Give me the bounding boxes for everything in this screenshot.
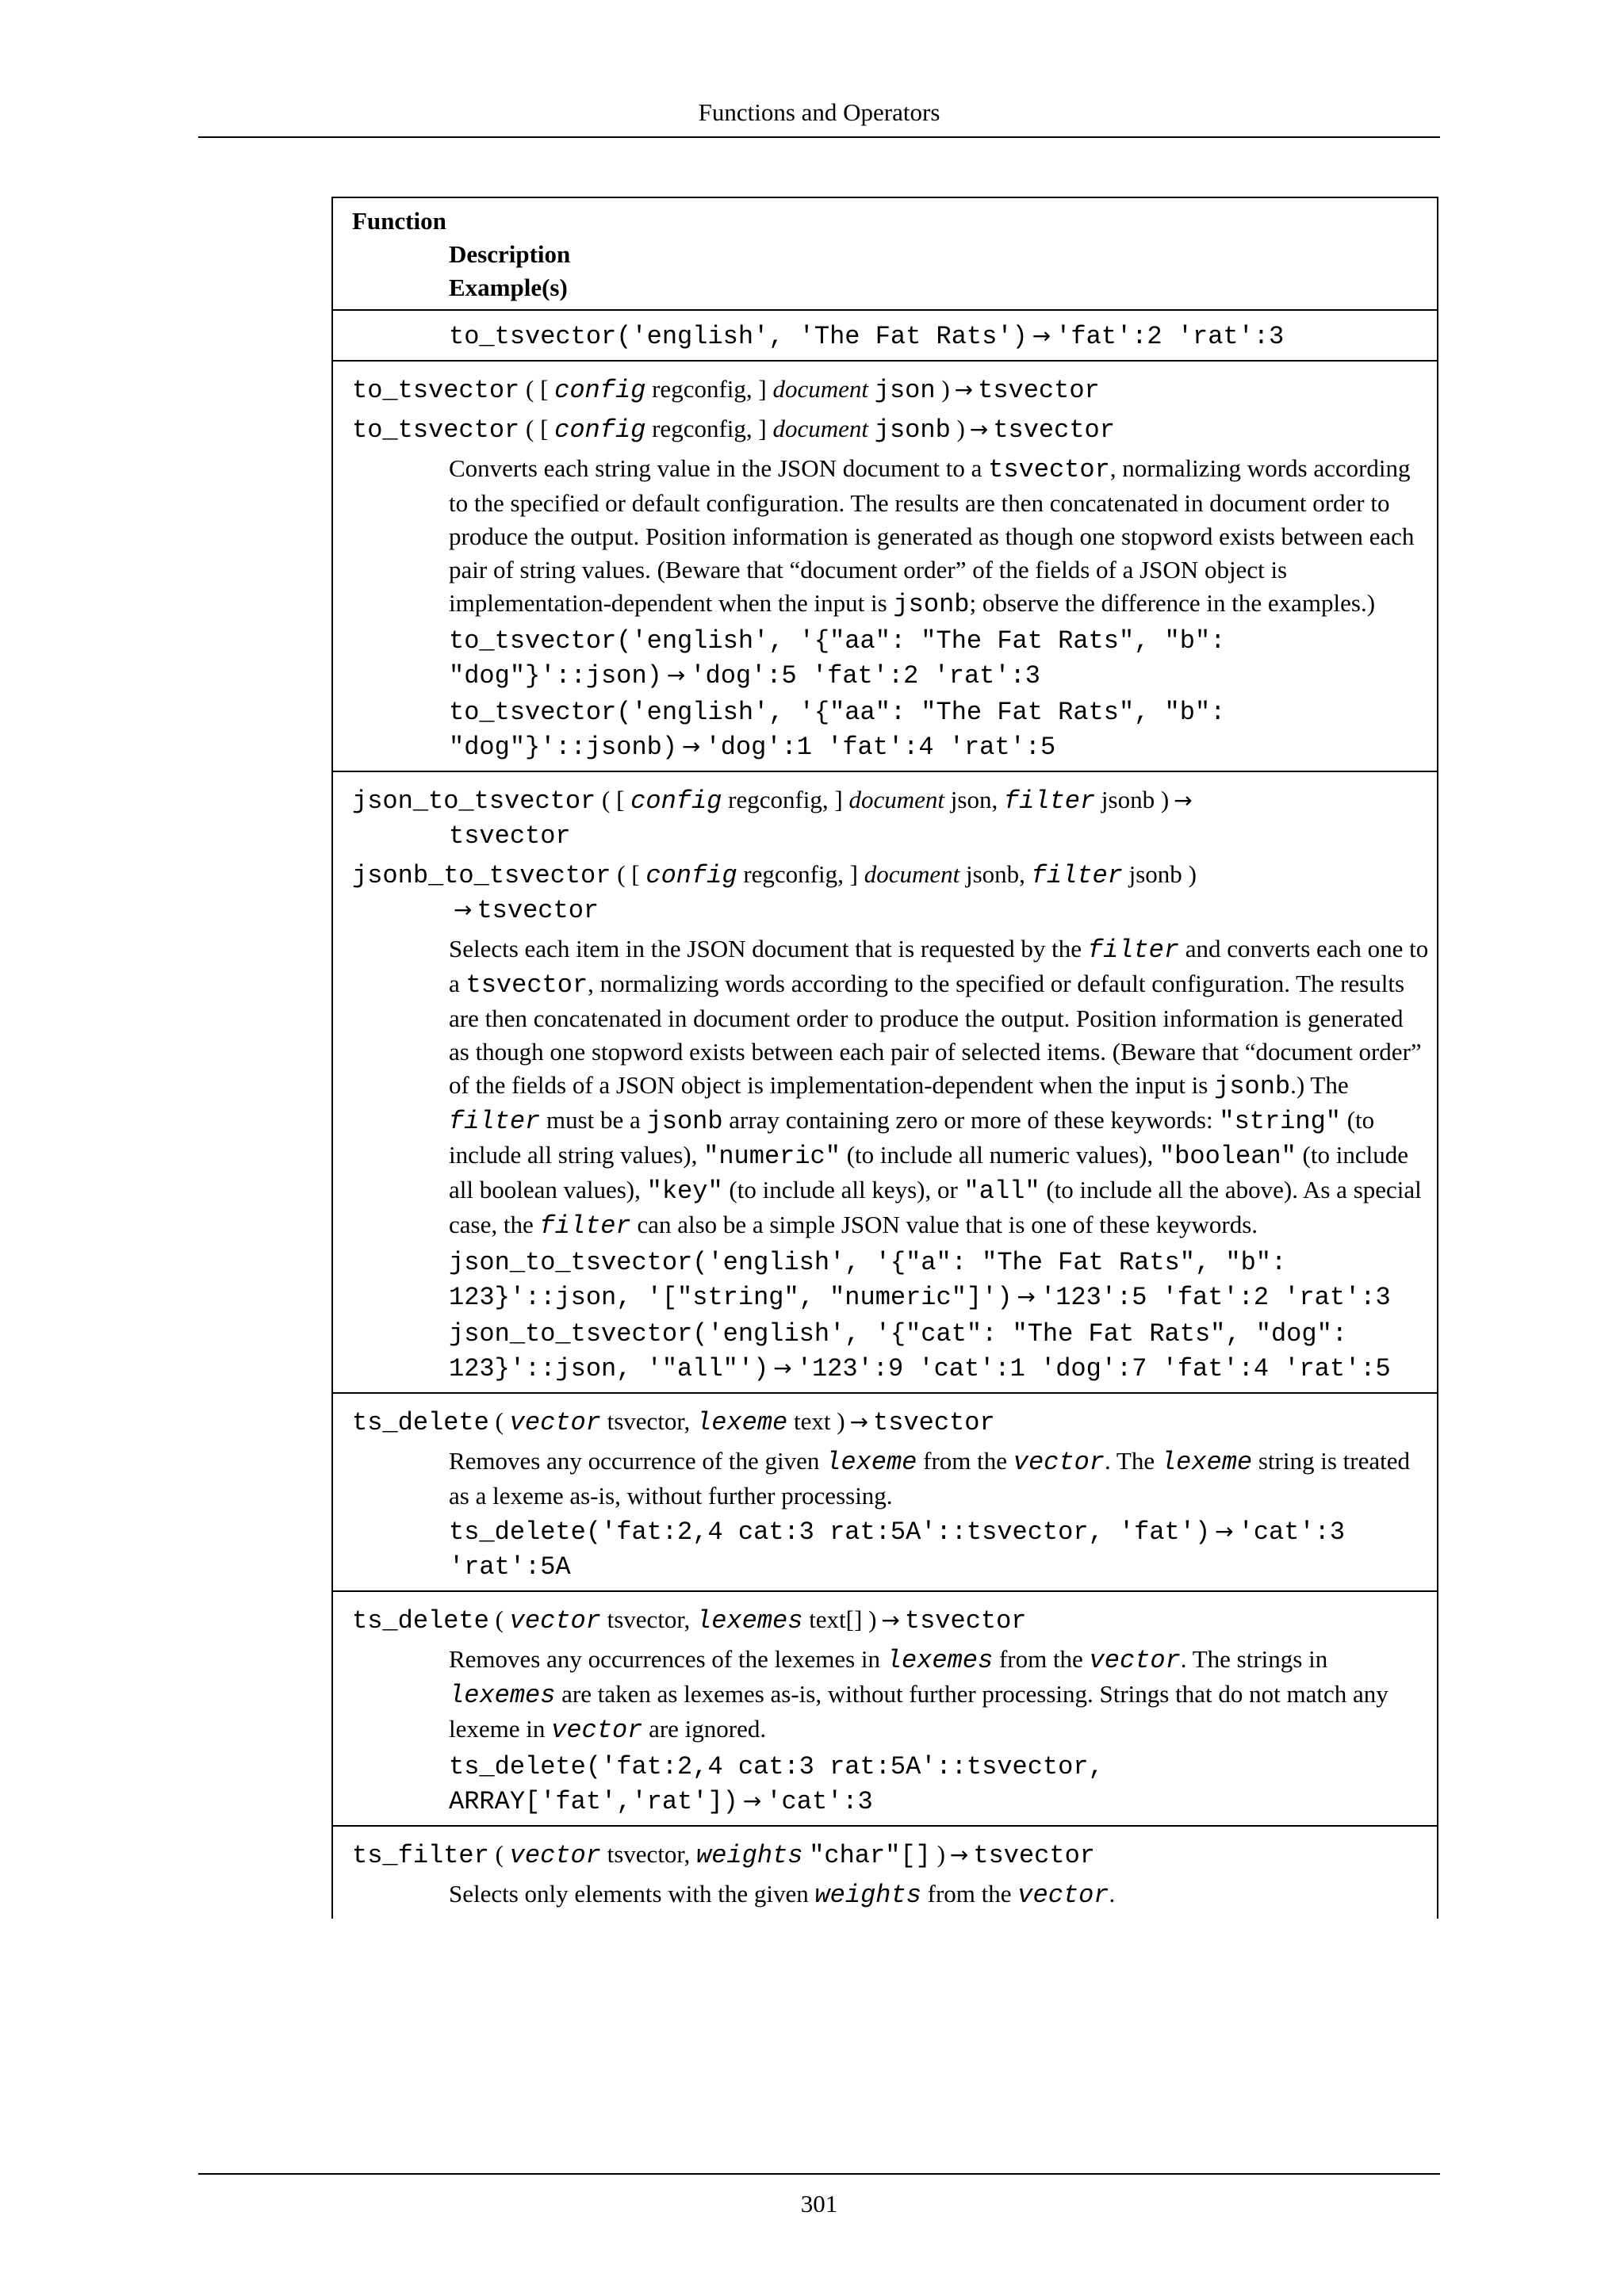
function-description: Selects only elements with the given weights from the vector. xyxy=(449,1880,1116,1910)
example: ts_delete('fat:2,4 cat:3 rat:5A'::tsvector, ARRAY['fat','rat']) → 'cat':3 xyxy=(449,1752,1104,1816)
function-signature: ts_delete ( vector tsvector, lexeme text ) → tsvector xyxy=(352,1407,995,1437)
example: to_tsvector('english', '{"aa": "The Fat Rats", "b": "dog"}'::jsonb) → 'dog':1 'fat':4 'rat':5 xyxy=(449,698,1226,762)
function-signature: json_to_tsvector ( [ config regconfig, ] document json, filter jsonb ) → tsvector xyxy=(352,786,1193,851)
function-description: Converts each string value in the JSON document to a tsvector, normalizing words according to the specified or default configuration. The results are then concatenated in document order to produce the output. Position information is generated as though one stopword exists between each pair of string values. (Beware that “document order” of the fields of a JSON object is implementation-dependent when the input is jsonb; observe the difference in the examples.) xyxy=(449,454,1415,619)
example: json_to_tsvector('english', '{"a": "The Fat Rats", "b": 123}'::json, '["string", "numeric"]') → '123':5 'fat':2 'rat':3 xyxy=(449,1248,1391,1312)
table-row xyxy=(333,311,1437,362)
example: to_tsvector('english', 'The Fat Rats') → 'fat':2 'rat':3 xyxy=(449,322,1285,351)
page-number: 301 xyxy=(800,2190,838,2218)
function-description: Selects each item in the JSON document that is requested by the filter and converts each one to a tsvector, normalizing words according to the specified or default configuration. The results are then concatenated in document order to produce the output. Position information is generated as though one stopword exists between each pair of selected items. (Beware that “document order” of the fields of a JSON object is implementation-dependent when the input is jsonb.) The filter must be a jsonb array containing zero or more of these keywords: "string" (to include all string values), "numeric" (to include all numeric values), "boolean" (to include all boolean values), "key" (to include all keys), or "all" (to include all the above). As a special case, the filter can also be a simple JSON value that is one of these keywords. xyxy=(449,935,1429,1241)
table-row xyxy=(333,772,1437,1394)
table-row xyxy=(333,1394,1437,1592)
function-signature: to_tsvector ( [ config regconfig, ] document json ) → tsvector xyxy=(352,375,1100,405)
col-description: Description xyxy=(449,240,571,268)
functions-table xyxy=(331,197,1438,1919)
col-examples: Example(s) xyxy=(449,274,568,301)
function-description: Removes any occurrence of the given lexeme from the vector. The lexeme string is treated as a lexeme as-is, without further processing. xyxy=(449,1447,1410,1510)
col-function: Function xyxy=(352,207,446,235)
table-header xyxy=(333,198,1437,311)
table-row xyxy=(333,1592,1437,1827)
function-signature: ts_filter ( vector tsvector, weights "char"[] ) → tsvector xyxy=(352,1840,1095,1870)
function-signature: ts_delete ( vector tsvector, lexemes text[] ) → tsvector xyxy=(352,1605,1027,1636)
example: json_to_tsvector('english', '{"cat": "The Fat Rats", "dog": 123}'::json, '"all"') → '123':9 'cat':1 'dog':7 'fat':4 'rat':5 xyxy=(449,1319,1391,1383)
function-signature: to_tsvector ( [ config regconfig, ] document jsonb ) → tsvector xyxy=(352,415,1115,445)
function-signature: jsonb_to_tsvector ( [ config regconfig, ] document jsonb, filter jsonb ) → tsvector xyxy=(352,860,1197,925)
running-header: Functions and Operators xyxy=(698,98,940,126)
table-row xyxy=(333,362,1437,772)
footer-rule xyxy=(198,2173,1440,2175)
example: to_tsvector('english', '{"aa": "The Fat Rats", "b": "dog"}'::json) → 'dog':5 'fat':2 'rat':3 xyxy=(449,626,1226,691)
header-rule xyxy=(198,136,1440,138)
function-description: Removes any occurrences of the lexemes in lexemes from the vector. The strings in lexemes are taken as lexemes as-is, without further processing. Strings that do not match any lexeme in vector are ignored. xyxy=(449,1645,1388,1745)
table-row xyxy=(333,1827,1437,1919)
example: ts_delete('fat:2,4 cat:3 rat:5A'::tsvector, 'fat') → 'cat':3 'rat':5A xyxy=(449,1517,1346,1582)
